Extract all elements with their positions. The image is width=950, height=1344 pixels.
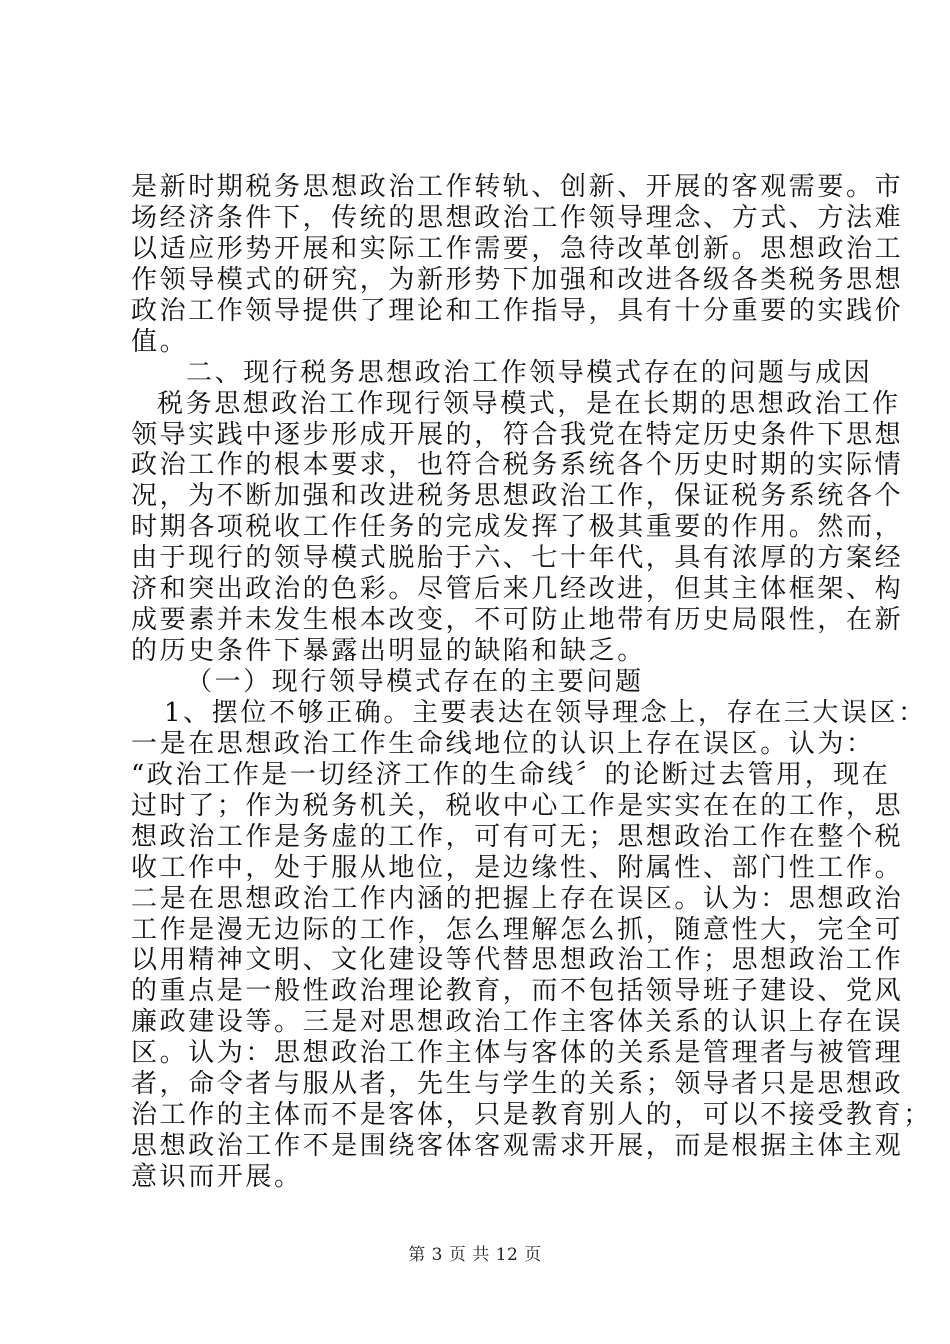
text-line: 政治工作领导提供了理论和工作指导，具有十分重要的实践价 (131, 295, 904, 326)
text-line: 廉政建设等。三是对思想政治工作主客体关系的认识上存在误 (131, 1007, 904, 1038)
text-line: 治工作的主体而不是客体，只是教育别人的，可以不接受教育； (131, 1100, 932, 1131)
text-line: 况，为不断加强和改进税务思想政治工作，保证税务系统各个 (131, 481, 904, 512)
text-line: 以适应形势开展和实际工作需要，急待改革创新。思想政治工 (131, 233, 904, 264)
document-body (131, 172, 932, 1193)
text-line: 时期各项税收工作任务的完成发挥了极其重要的作用。然而， (131, 512, 904, 543)
text-line: 济和突出政治的色彩。尽管后来几经改进，但其主体框架、构 (131, 574, 904, 605)
text-line: 的历史条件下暴露出明显的缺陷和缺乏。 (131, 636, 646, 667)
text-line: 政治工作的根本要求，也符合税务系统各个历史时期的实际情 (131, 450, 904, 481)
text-line: 值。 (131, 326, 189, 357)
text-line: 思想政治工作不是围绕客体客观需求开展，而是根据主体主观 (131, 1131, 904, 1162)
text-line: 作领导模式的研究，为新形势下加强和改进各级各类税务思想 (131, 264, 904, 295)
text-line: 一是在思想政治工作生命线地位的认识上存在误区。认为： (131, 728, 875, 759)
text-line: 工作是漫无边际的工作，怎么理解怎么抓，随意性大，完全可 (131, 914, 904, 945)
text-line: 由于现行的领导模式脱胎于六、七十年代，具有浓厚的方案经 (131, 543, 904, 574)
text-line: 1、摆位不够正确。主要表达在领导理念上，存在三大误区： (164, 697, 927, 728)
subsection-heading: （一）现行领导模式存在的主要问题 (186, 667, 644, 697)
text-line: 意识而开展。 (131, 1162, 303, 1192)
page-footer (0, 1240, 950, 1265)
text-line: 场经济条件下，传统的思想政治工作领导理念、方式、方法难 (131, 202, 904, 233)
section-heading: 二、现行税务思想政治工作领导模式存在的问题与成因 (186, 357, 873, 388)
text-line: 的重点是一般性政治理论教育，而不包括领导班子建设、党风 (131, 976, 904, 1007)
page-number-label: 第 3 页 共 12 页 (408, 1245, 542, 1265)
text-line: 过时了；作为税务机关，税收中心工作是实实在在的工作，思 (131, 790, 904, 821)
text-line: 者，命令者与服从者，先生与学生的关系；领导者只是思想政 (131, 1069, 904, 1100)
text-line: 想政治工作是务虚的工作，可有可无；思想政治工作在整个税 (131, 821, 904, 852)
text-line: 是新时期税务思想政治工作转轨、创新、开展的客观需要。市 (131, 172, 904, 202)
text-line: 二是在思想政治工作内涵的把握上存在误区。认为：思想政治 (131, 883, 904, 914)
text-line: 收工作中，处于服从地位，是边缘性、附属性、部门性工作。 (131, 852, 904, 883)
text-line: 区。认为：思想政治工作主体与客体的关系是管理者与被管理 (131, 1038, 904, 1069)
text-line: 税务思想政治工作现行领导模式，是在长期的思想政治工作 (157, 388, 901, 419)
text-line: “政治工作是一切经济工作的生命线〞的论断过去管用，现在 (131, 759, 891, 790)
text-line: 成要素并未发生根本改变，不可防止地带有历史局限性，在新 (131, 605, 904, 636)
text-line: 以用精神文明、文化建设等代替思想政治工作；思想政治工作 (131, 945, 904, 976)
text-line: 领导实践中逐步形成开展的，符合我党在特定历史条件下思想 (131, 419, 904, 450)
